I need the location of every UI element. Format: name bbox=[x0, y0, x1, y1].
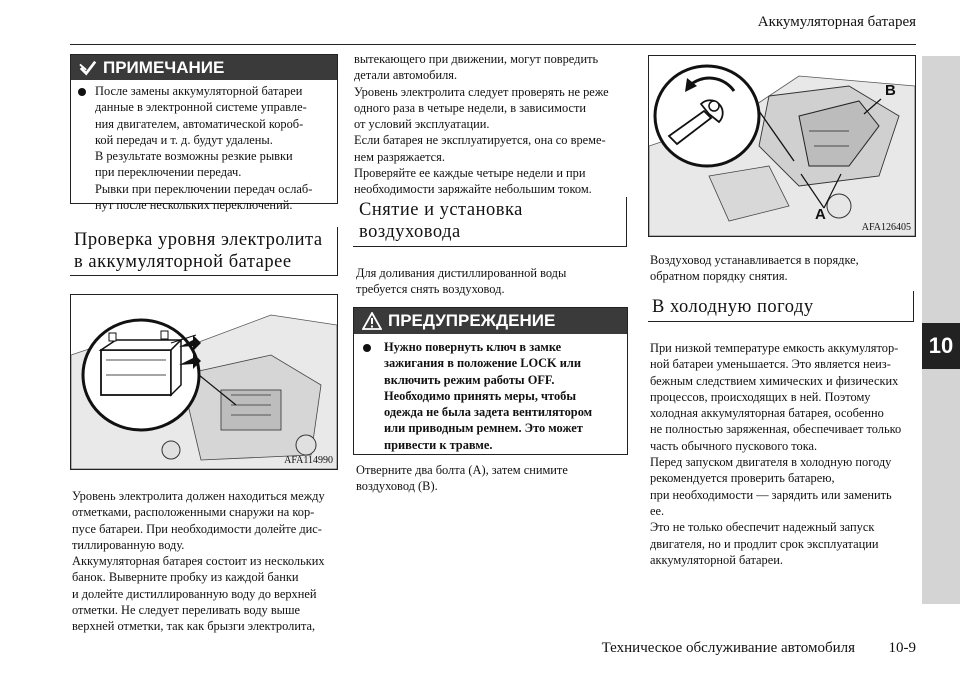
text-line: вытекающего при движении, могут повредить bbox=[354, 52, 599, 66]
title-line: Проверка уровня электролита bbox=[74, 230, 323, 250]
text-line: рекомендуется проверить батарею, bbox=[650, 471, 835, 486]
warning-triangle-icon bbox=[362, 312, 382, 330]
text-line: При низкой температуре емкость аккумулятор- bbox=[650, 341, 899, 355]
running-footer bbox=[602, 640, 916, 657]
electrolyte-paragraph-continued bbox=[354, 51, 609, 198]
text-line: часть обычного пускового тока. bbox=[650, 438, 818, 453]
text-line: не полностью заряженная, обеспечивает только bbox=[650, 422, 902, 437]
battery-figure bbox=[70, 294, 338, 470]
callout-label-b: B bbox=[885, 82, 896, 99]
text-line: отметки. Не следует переливать воду выше bbox=[72, 603, 301, 618]
header-rule bbox=[70, 44, 916, 45]
bolt-removal-text bbox=[356, 462, 568, 495]
text-line: или приводным ремнем. Это может bbox=[384, 421, 583, 436]
figure-code: AFA114990 bbox=[284, 455, 333, 466]
air-duct-illustration bbox=[649, 56, 915, 236]
text-line: кой передач и т. д. будут удалены. bbox=[95, 132, 273, 147]
running-header: Аккумуляторная батарея bbox=[757, 14, 916, 30]
text-line: от условий эксплуатации. bbox=[354, 117, 490, 132]
text-line: отметками, расположенными снаружи на кор- bbox=[72, 505, 315, 520]
section-title-air-duct bbox=[359, 199, 523, 243]
text-line: процессов, происходящих в ней. Поэтому bbox=[650, 389, 871, 404]
text-line: Для доливания дистиллированной воды bbox=[356, 266, 567, 280]
battery-illustration bbox=[71, 295, 337, 469]
note-bullet bbox=[78, 88, 86, 96]
section-rule-horizontal bbox=[70, 275, 338, 276]
section-title-cold-weather: В холодную погоду bbox=[652, 297, 814, 317]
text-line: необходимости заряжайте небольшим током. bbox=[354, 182, 592, 197]
note-title: ПРИМЕЧАНИЕ bbox=[103, 57, 225, 77]
warning-header bbox=[354, 308, 627, 334]
text-line: ния двигателем, автоматической короб- bbox=[95, 116, 304, 131]
section-rule-vertical bbox=[626, 197, 627, 247]
text-line: одежда не была задета вентилятором bbox=[384, 405, 593, 420]
text-line: верхней отметки, так как брызги электролита, bbox=[72, 619, 316, 634]
text-line: нем разряжается. bbox=[354, 149, 445, 164]
title-line: Снятие и установка bbox=[359, 200, 523, 220]
text-line: и долейте дистиллированную воду до верхней bbox=[72, 586, 317, 601]
text-line: Воздуховод устанавливается в порядке, bbox=[650, 253, 859, 267]
text-line: включить режим работы OFF. bbox=[384, 372, 555, 387]
text-line: Необходимо принять меры, чтобы bbox=[384, 388, 577, 403]
text-line: Перед запуском двигателя в холодную погоду bbox=[650, 455, 892, 470]
text-line: Нужно повернуть ключ в замке bbox=[384, 340, 562, 354]
note-checkmark-icon bbox=[79, 59, 97, 77]
text-line: Это не только обеспечит надежный запуск bbox=[650, 520, 875, 535]
text-line: Если батарея не эксплуатируется, она со време- bbox=[354, 133, 606, 148]
text-line: банок. Выверните пробку из каждой банки bbox=[72, 570, 299, 585]
footer-chapter-title: Техническое обслуживание автомобиля bbox=[601, 640, 855, 656]
text-line: Отверните два болта (А), затем снимите bbox=[356, 463, 568, 477]
section-rule-horizontal bbox=[353, 246, 627, 247]
text-line: воздуховод (В). bbox=[356, 479, 438, 494]
text-line: тиллированную воду. bbox=[72, 537, 185, 552]
text-line: Аккумуляторная батарея состоит из нескольких bbox=[72, 554, 325, 569]
section-title-electrolyte bbox=[74, 229, 323, 273]
text-line: В результате возможны резкие рывки bbox=[95, 149, 293, 164]
warning-text bbox=[384, 339, 592, 453]
chapter-number: 10 bbox=[922, 323, 960, 369]
text-line: После замены аккумуляторной батареи bbox=[95, 84, 303, 98]
title-line: воздуховода bbox=[359, 222, 461, 242]
electrolyte-paragraph bbox=[72, 488, 325, 635]
text-line: нут после нескольких переключений. bbox=[95, 198, 293, 213]
warning-bullet bbox=[363, 344, 371, 352]
text-line: ее. bbox=[650, 503, 665, 518]
text-line: Рывки при переключении передач ослаб- bbox=[95, 181, 313, 196]
note-text bbox=[95, 83, 312, 213]
text-line: бежным следствием химических и физических bbox=[650, 373, 899, 388]
text-line: обратном порядку снятия. bbox=[650, 269, 788, 284]
text-line: двигателя, но и продлит срок эксплуатации bbox=[650, 536, 879, 551]
text-line: при необходимости — зарядить или заменить bbox=[650, 487, 892, 502]
section-rule-horizontal bbox=[648, 321, 914, 322]
text-line: Уровень электролита следует проверять не реже bbox=[354, 84, 609, 99]
warning-title: ПРЕДУПРЕЖДЕНИЕ bbox=[388, 311, 556, 330]
text-line: детали автомобиля. bbox=[354, 68, 458, 83]
text-line: холодная аккумуляторная батарея, особенно bbox=[650, 406, 884, 421]
install-note-text bbox=[650, 252, 859, 285]
text-line: Проверяйте ее каждые четыре недели и при bbox=[354, 166, 586, 181]
note-header bbox=[71, 55, 337, 80]
note-box bbox=[70, 54, 338, 213]
cold-weather-paragraph bbox=[650, 340, 901, 568]
text-line: пусе батареи. При необходимости долейте дис- bbox=[72, 521, 322, 536]
text-line: данные в электронной системе управле- bbox=[95, 100, 307, 115]
page-number: 10-9 bbox=[888, 640, 916, 656]
text-line: аккумуляторной батареи. bbox=[650, 552, 783, 567]
warning-box bbox=[353, 307, 628, 455]
title-line: в аккумуляторной батарее bbox=[74, 252, 292, 272]
callout-label-a: A bbox=[815, 206, 826, 223]
text-line: одного раза в четыре недели, в зависимости bbox=[354, 100, 587, 115]
text-line: зажигания в положение LOCK или bbox=[384, 356, 582, 371]
text-line: Уровень электролита должен находиться между bbox=[72, 489, 325, 503]
air-duct-figure bbox=[648, 55, 916, 237]
air-duct-intro bbox=[356, 265, 566, 298]
text-line: ной батареи уменьшается. Это является неиз- bbox=[650, 357, 891, 372]
section-rule-vertical bbox=[913, 291, 914, 321]
text-line: требуется снять воздуховод. bbox=[356, 282, 505, 297]
section-rule-vertical bbox=[337, 227, 338, 275]
text-line: при переключении передач. bbox=[95, 165, 242, 180]
figure-code: AFA126405 bbox=[861, 222, 911, 233]
text-line: привести к травме. bbox=[384, 437, 493, 452]
